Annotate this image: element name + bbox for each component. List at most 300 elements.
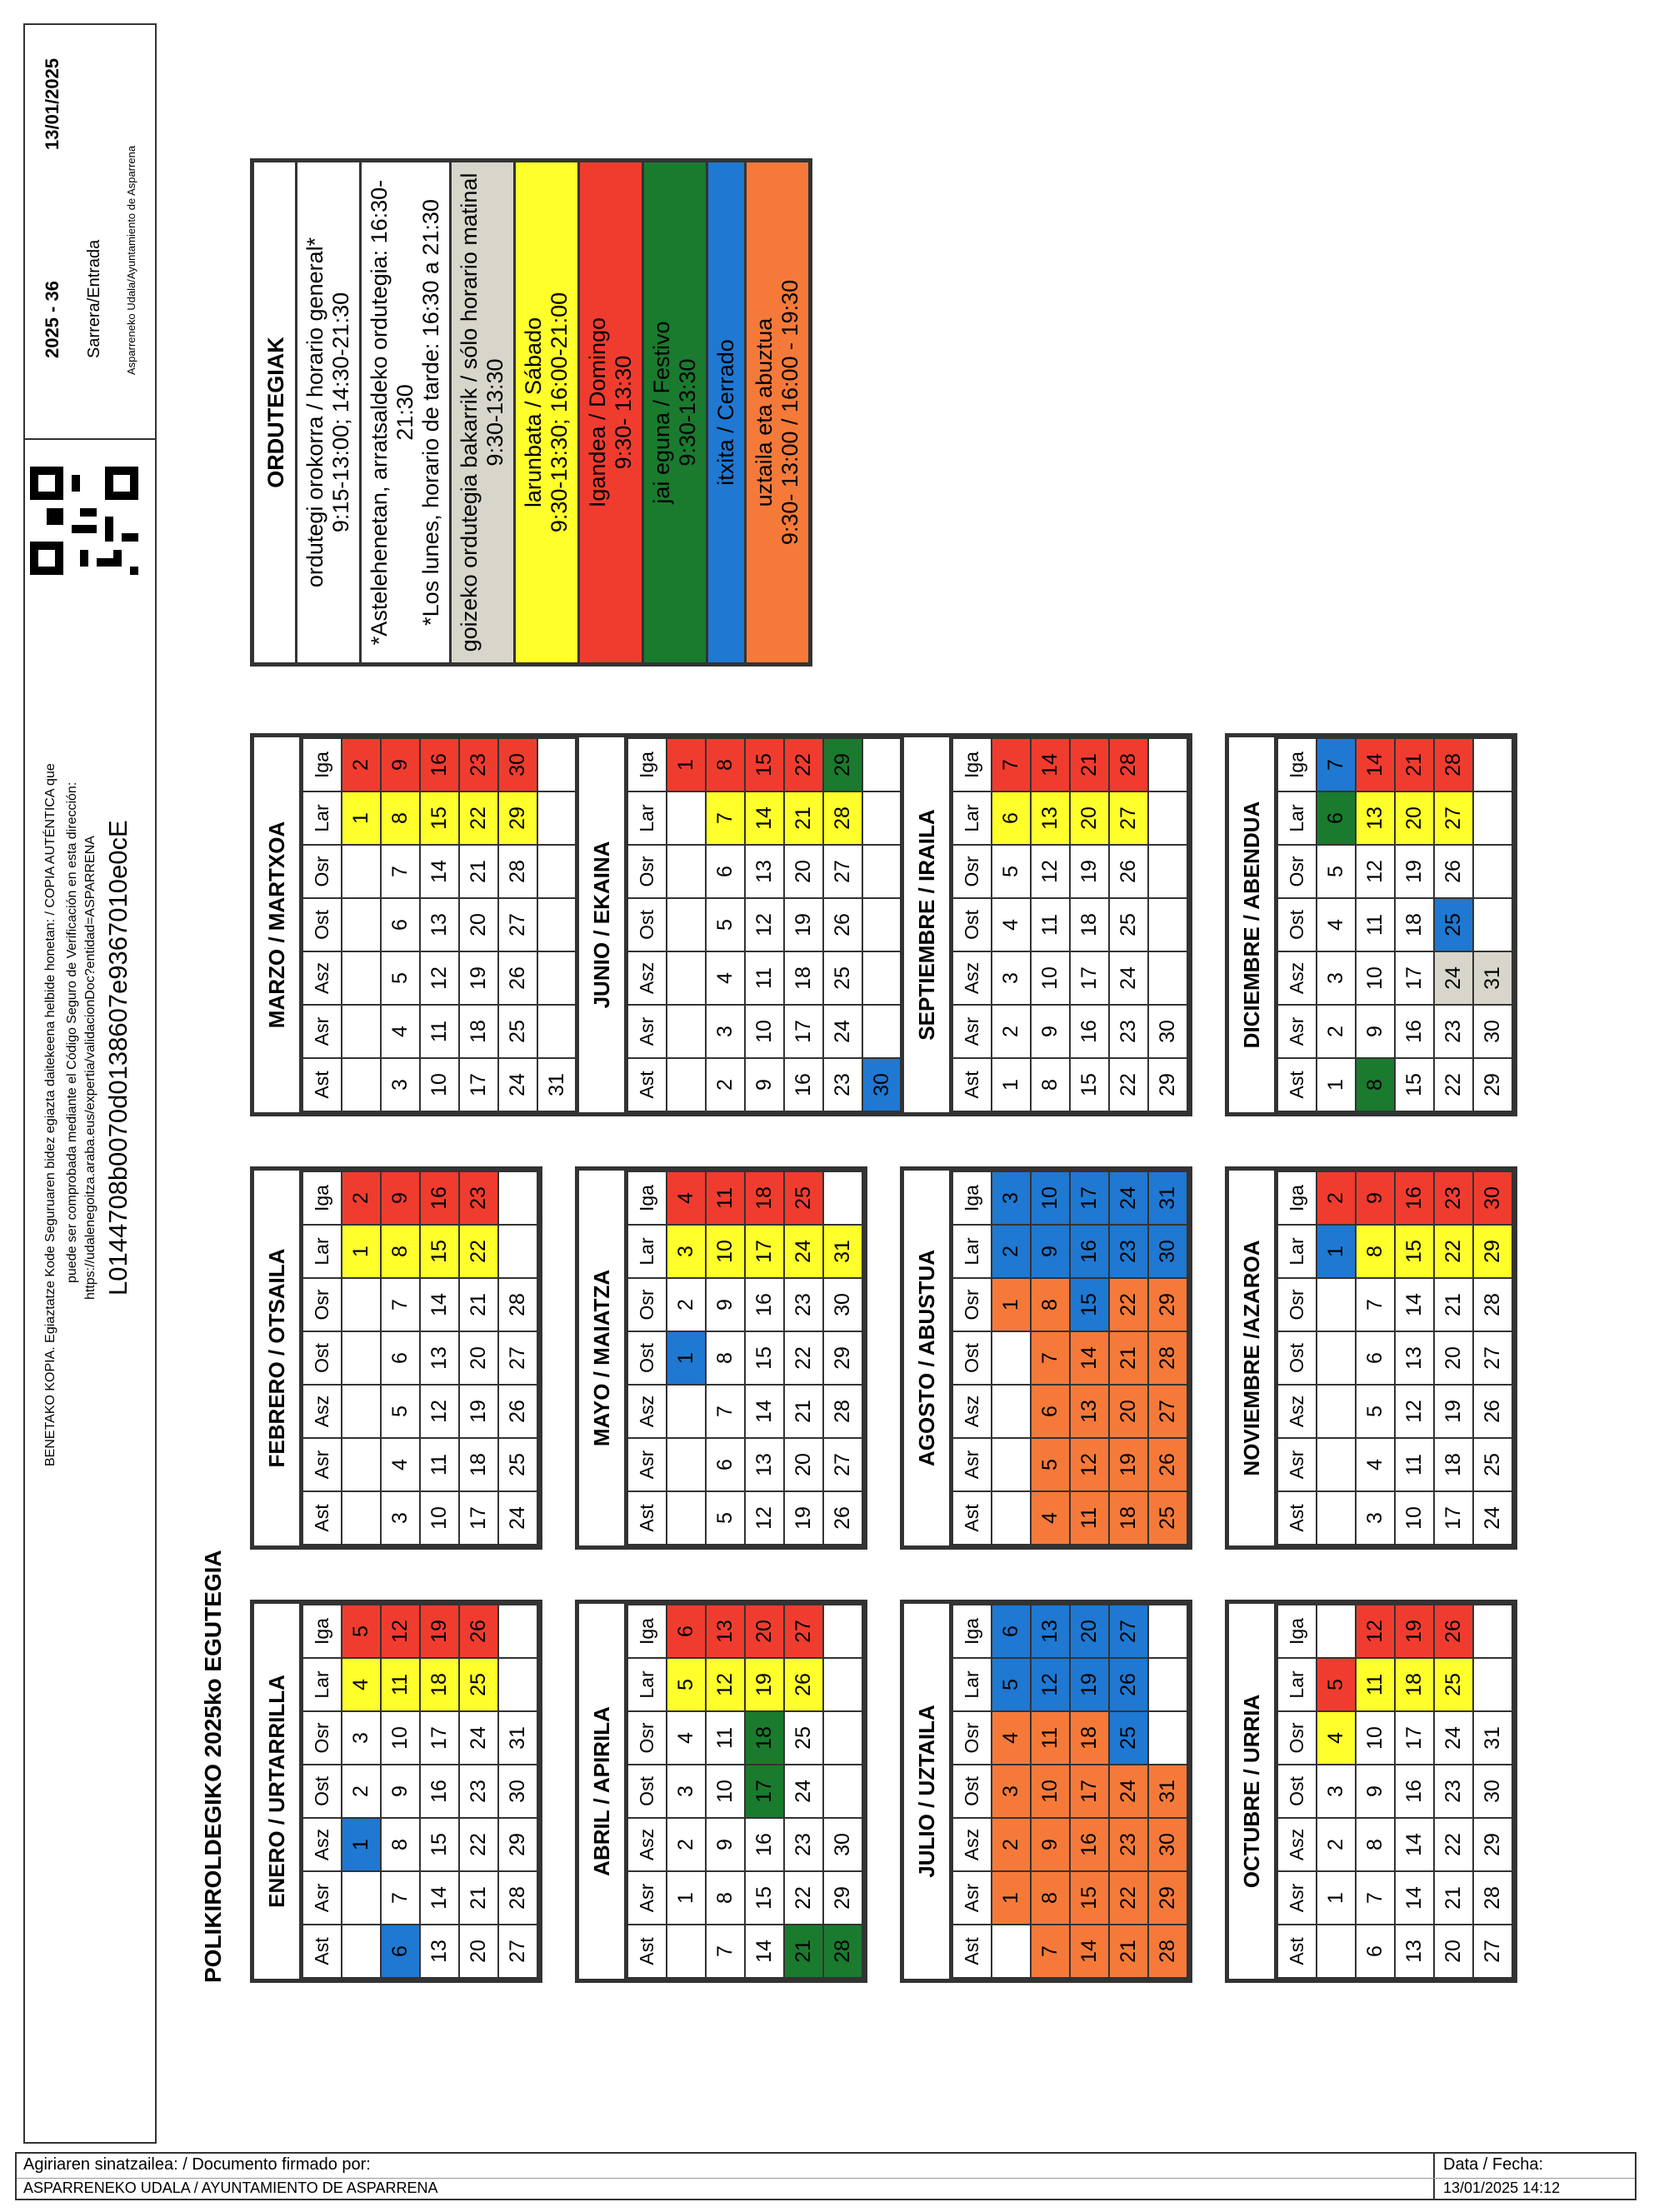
legend-hours: *Los lunes, horario de tarde: 16:30 a 21:30 xyxy=(418,199,443,626)
day-cell: 8 xyxy=(1031,1058,1070,1111)
day-cell: 4 xyxy=(1317,898,1356,951)
day-cell: 20 xyxy=(1395,791,1434,845)
day-cell: 31 xyxy=(1473,951,1512,1005)
day-cell: 25 xyxy=(459,1658,498,1711)
day-cell: 7 xyxy=(706,1925,745,1978)
weekday-header: Osr xyxy=(302,845,342,898)
day-cell: 28 xyxy=(1148,1331,1187,1385)
day-cell: 13 xyxy=(420,1925,459,1978)
weekday-header: Ost xyxy=(1277,898,1317,951)
day-cell: 3 xyxy=(667,1225,706,1278)
day-cell: 19 xyxy=(459,951,498,1005)
day-cell xyxy=(667,1058,706,1111)
day-cell: 11 xyxy=(706,1171,745,1225)
week-row xyxy=(784,738,823,1111)
weekday-header: Lar xyxy=(302,1658,342,1711)
day-cell: 23 xyxy=(784,1818,823,1871)
weekday-header: Ost xyxy=(302,1765,342,1818)
day-cell: 16 xyxy=(745,1818,784,1871)
day-cell xyxy=(667,1005,706,1058)
day-cell: 11 xyxy=(1395,1438,1434,1491)
legend-hours: 9:30-13:30; 16:00-21:00 xyxy=(547,292,572,533)
week-row xyxy=(667,1171,706,1545)
day-cell: 17 xyxy=(1434,1491,1473,1545)
legend-label: jai eguna / Festivo xyxy=(649,321,674,504)
weekday-header: Ost xyxy=(1277,1765,1317,1818)
day-cell: 27 xyxy=(498,1331,537,1385)
legend-label: Igandea / Domingo xyxy=(585,317,610,508)
day-cell: 2 xyxy=(1317,1005,1356,1058)
day-cell: 2 xyxy=(667,1818,706,1871)
day-cell: 28 xyxy=(1109,738,1148,791)
week-row xyxy=(1031,738,1070,1111)
day-cell xyxy=(992,1331,1031,1385)
month-title: DICIEMBRE / ABENDUA xyxy=(1229,737,1277,1112)
week-row xyxy=(745,738,784,1111)
day-cell: 30 xyxy=(1473,1171,1512,1225)
day-cell: 27 xyxy=(498,1925,537,1978)
day-cell: 14 xyxy=(1070,1331,1109,1385)
weekday-header: Ost xyxy=(1277,1331,1317,1385)
day-cell xyxy=(862,738,902,791)
day-cell xyxy=(1317,1605,1356,1658)
month-calendar xyxy=(900,1166,1192,1550)
weekday-header: Osr xyxy=(1277,1278,1317,1331)
day-cell: 7 xyxy=(1031,1331,1070,1385)
day-cell: 26 xyxy=(1434,1605,1473,1658)
weekday-header: Asr xyxy=(952,1871,992,1925)
month-grid xyxy=(1277,1171,1513,1545)
weekday-header: Lar xyxy=(952,791,992,845)
day-cell: 5 xyxy=(381,1385,420,1438)
day-cell: 16 xyxy=(745,1278,784,1331)
day-cell: 10 xyxy=(420,1491,459,1545)
day-cell: 16 xyxy=(1070,1005,1109,1058)
day-cell: 25 xyxy=(1434,1658,1473,1711)
weekday-header: Asr xyxy=(627,1871,667,1925)
day-cell: 8 xyxy=(381,1225,420,1278)
week-row xyxy=(381,1605,420,1978)
weekday-header: Osr xyxy=(1277,845,1317,898)
reg-number: 2025 - 36 xyxy=(42,281,62,358)
weekday-header: Ast xyxy=(952,1925,992,1978)
day-cell xyxy=(992,1491,1031,1545)
weekday-header: Iga xyxy=(627,738,667,791)
month-calendar xyxy=(250,733,582,1116)
day-cell: 3 xyxy=(992,1171,1031,1225)
day-cell: 5 xyxy=(706,1491,745,1545)
day-cell xyxy=(1148,791,1187,845)
weekday-header: Ast xyxy=(1277,1058,1317,1111)
day-cell xyxy=(342,845,381,898)
day-cell: 24 xyxy=(1473,1491,1512,1545)
day-cell: 5 xyxy=(1031,1438,1070,1491)
day-cell: 21 xyxy=(459,1278,498,1331)
day-cell: 10 xyxy=(1031,951,1070,1005)
day-cell xyxy=(537,738,577,791)
weekday-header: Ost xyxy=(627,1331,667,1385)
day-cell: 11 xyxy=(745,951,784,1005)
day-cell: 7 xyxy=(706,1385,745,1438)
day-cell: 3 xyxy=(381,1491,420,1545)
weekday-header: Iga xyxy=(302,738,342,791)
week-row xyxy=(1148,738,1187,1111)
day-cell: 1 xyxy=(992,1871,1031,1925)
weekday-header: Osr xyxy=(302,1278,342,1331)
legend-label: itxita / Cerrado xyxy=(713,339,738,486)
legend-row xyxy=(452,162,516,662)
day-cell: 8 xyxy=(1031,1278,1070,1331)
day-cell: 7 xyxy=(992,738,1031,791)
legend-label: goizeko ordutegia bakarrik / sólo horario matinal xyxy=(457,172,482,652)
day-cell: 4 xyxy=(667,1171,706,1225)
day-cell xyxy=(667,845,706,898)
day-cell: 26 xyxy=(1473,1385,1512,1438)
weekday-header: Asz xyxy=(952,1818,992,1871)
day-cell: 27 xyxy=(823,845,862,898)
day-cell: 2 xyxy=(706,1058,745,1111)
day-cell: 15 xyxy=(1070,1058,1109,1111)
day-cell: 26 xyxy=(784,1658,823,1711)
day-cell: 19 xyxy=(1070,1658,1109,1711)
week-row xyxy=(420,738,459,1111)
day-cell: 21 xyxy=(1109,1331,1148,1385)
week-row xyxy=(1473,738,1512,1111)
week-row xyxy=(1031,1171,1070,1545)
legend-row xyxy=(362,162,452,662)
month-title: AGOSTO / ABUSTUA xyxy=(904,1171,952,1545)
day-cell: 25 xyxy=(784,1711,823,1765)
day-cell xyxy=(342,1925,381,1978)
day-cell: 9 xyxy=(1031,1005,1070,1058)
day-cell: 10 xyxy=(706,1225,745,1278)
month-grid xyxy=(302,1171,538,1545)
day-cell: 18 xyxy=(1070,898,1109,951)
weekday-header: Lar xyxy=(302,1225,342,1278)
day-cell: 27 xyxy=(1109,1605,1148,1658)
day-cell: 16 xyxy=(420,1171,459,1225)
day-cell: 13 xyxy=(1356,791,1395,845)
day-cell: 12 xyxy=(420,1385,459,1438)
week-row xyxy=(1473,1171,1512,1545)
day-cell: 6 xyxy=(1317,791,1356,845)
day-cell: 1 xyxy=(342,1225,381,1278)
day-cell: 12 xyxy=(1395,1385,1434,1438)
month-grid xyxy=(1277,1604,1513,1979)
day-cell xyxy=(1473,738,1512,791)
day-cell: 9 xyxy=(381,1765,420,1818)
week-row xyxy=(1434,1171,1473,1545)
weekday-header: Asr xyxy=(627,1438,667,1491)
weekday-header: Iga xyxy=(952,1171,992,1225)
day-cell: 14 xyxy=(745,791,784,845)
week-row xyxy=(1031,1605,1070,1978)
day-cell xyxy=(342,1331,381,1385)
day-cell: 1 xyxy=(667,1331,706,1385)
day-cell: 6 xyxy=(381,1331,420,1385)
day-cell xyxy=(342,1005,381,1058)
month-grid xyxy=(952,1171,1188,1545)
day-cell: 14 xyxy=(745,1385,784,1438)
day-cell: 14 xyxy=(1356,738,1395,791)
weekday-header: Asr xyxy=(1277,1871,1317,1925)
weekday-header: Ost xyxy=(952,1765,992,1818)
day-cell: 23 xyxy=(459,1171,498,1225)
day-cell: 28 xyxy=(1148,1925,1187,1978)
month-title: JULIO / UZTAILA xyxy=(904,1604,952,1979)
day-cell: 24 xyxy=(1109,951,1148,1005)
day-cell: 28 xyxy=(1473,1871,1512,1925)
week-row xyxy=(992,1605,1031,1978)
day-cell: 26 xyxy=(1109,1658,1148,1711)
day-cell: 14 xyxy=(1395,1818,1434,1871)
day-cell: 4 xyxy=(381,1005,420,1058)
day-cell xyxy=(1317,1491,1356,1545)
day-cell: 8 xyxy=(1356,1818,1395,1871)
day-cell: 27 xyxy=(498,898,537,951)
month-grid xyxy=(952,1604,1188,1979)
week-row xyxy=(1395,1171,1434,1545)
day-cell: 15 xyxy=(745,738,784,791)
day-cell: 27 xyxy=(1109,791,1148,845)
week-row xyxy=(745,1605,784,1978)
day-cell: 31 xyxy=(1473,1711,1512,1765)
weekday-header: Asr xyxy=(627,1005,667,1058)
day-cell: 2 xyxy=(1317,1171,1356,1225)
day-cell: 15 xyxy=(1070,1278,1109,1331)
day-cell: 6 xyxy=(381,1925,420,1978)
day-cell: 23 xyxy=(1109,1225,1148,1278)
day-cell: 30 xyxy=(498,738,537,791)
day-cell: 8 xyxy=(1356,1058,1395,1111)
weekday-header: Ost xyxy=(627,1765,667,1818)
day-cell: 26 xyxy=(498,1385,537,1438)
day-cell: 9 xyxy=(381,1171,420,1225)
day-cell: 11 xyxy=(1031,898,1070,951)
day-cell: 23 xyxy=(1434,1005,1473,1058)
legend-row xyxy=(516,162,580,662)
day-cell xyxy=(1148,845,1187,898)
day-cell: 20 xyxy=(459,898,498,951)
legend-rows xyxy=(297,162,808,662)
weekday-header: Iga xyxy=(627,1605,667,1658)
weekday-header: Asz xyxy=(302,951,342,1005)
month-grid xyxy=(1277,737,1513,1112)
day-cell: 26 xyxy=(1148,1438,1187,1491)
week-row xyxy=(1317,1605,1356,1978)
day-cell: 29 xyxy=(1473,1818,1512,1871)
weekday-header: Lar xyxy=(627,791,667,845)
day-cell xyxy=(823,1711,862,1765)
day-cell: 21 xyxy=(1109,1925,1148,1978)
day-cell: 27 xyxy=(1148,1385,1187,1438)
weekday-header: Ost xyxy=(952,1331,992,1385)
day-cell: 9 xyxy=(1356,1171,1395,1225)
day-cell: 5 xyxy=(992,845,1031,898)
day-cell: 7 xyxy=(381,1871,420,1925)
legend-row xyxy=(580,162,644,662)
day-cell: 14 xyxy=(420,1278,459,1331)
day-cell: 15 xyxy=(1070,1871,1109,1925)
legend-hours: 9:30-13:30 xyxy=(482,358,507,467)
week-row xyxy=(1356,1171,1395,1545)
day-cell: 22 xyxy=(784,738,823,791)
weekday-header: Asz xyxy=(627,1818,667,1871)
day-cell: 25 xyxy=(498,1438,537,1491)
week-row xyxy=(1109,738,1148,1111)
day-cell: 2 xyxy=(992,1005,1031,1058)
day-cell: 10 xyxy=(1356,951,1395,1005)
day-cell xyxy=(667,898,706,951)
week-row xyxy=(459,1171,498,1545)
day-cell xyxy=(862,898,902,951)
week-row xyxy=(1395,1605,1434,1978)
day-cell: 27 xyxy=(1434,791,1473,845)
week-row xyxy=(1395,738,1434,1111)
weekday-header: Ast xyxy=(1277,1491,1317,1545)
day-cell: 6 xyxy=(992,791,1031,845)
day-cell xyxy=(537,791,577,845)
weekday-header: Lar xyxy=(952,1225,992,1278)
day-cell: 28 xyxy=(823,1925,862,1978)
day-cell: 16 xyxy=(420,738,459,791)
day-cell: 4 xyxy=(1031,1491,1070,1545)
day-cell: 12 xyxy=(745,898,784,951)
day-cell: 8 xyxy=(381,1818,420,1871)
day-cell: 20 xyxy=(459,1331,498,1385)
day-cell: 17 xyxy=(745,1765,784,1818)
weekday-header: Osr xyxy=(302,1711,342,1765)
day-cell xyxy=(1148,1711,1187,1765)
day-cell: 4 xyxy=(381,1438,420,1491)
weekday-header: Osr xyxy=(627,845,667,898)
day-cell: 27 xyxy=(1473,1331,1512,1385)
day-cell: 25 xyxy=(1434,898,1473,951)
day-cell: 31 xyxy=(537,1058,577,1111)
day-cell: 25 xyxy=(1109,898,1148,951)
day-cell: 15 xyxy=(420,1225,459,1278)
day-cell: 23 xyxy=(823,1058,862,1111)
week-row xyxy=(992,1171,1031,1545)
day-cell: 11 xyxy=(1356,898,1395,951)
month-title: ENERO / URTARRILLA xyxy=(254,1604,302,1979)
day-cell: 11 xyxy=(420,1005,459,1058)
day-cell: 19 xyxy=(745,1658,784,1711)
day-cell: 28 xyxy=(498,845,537,898)
legend-label: larunbata / Sábado xyxy=(521,317,546,508)
day-cell: 13 xyxy=(1031,791,1070,845)
day-cell: 13 xyxy=(1395,1925,1434,1978)
weekday-header: Asz xyxy=(952,951,992,1005)
week-row xyxy=(1148,1605,1187,1978)
weekday-header: Asr xyxy=(1277,1005,1317,1058)
day-cell: 24 xyxy=(498,1058,537,1111)
weekday-header: Asr xyxy=(302,1871,342,1925)
day-cell: 21 xyxy=(1395,738,1434,791)
weekday-header: Iga xyxy=(1277,738,1317,791)
day-cell: 30 xyxy=(823,1818,862,1871)
day-cell: 24 xyxy=(459,1711,498,1765)
day-cell: 3 xyxy=(667,1765,706,1818)
day-cell: 21 xyxy=(784,1925,823,1978)
day-cell: 14 xyxy=(745,1925,784,1978)
day-cell: 14 xyxy=(1070,1925,1109,1978)
day-cell: 17 xyxy=(459,1058,498,1111)
day-cell xyxy=(1473,1658,1512,1711)
week-row xyxy=(1473,1605,1512,1978)
weekday-header: Asz xyxy=(1277,1385,1317,1438)
day-cell: 11 xyxy=(381,1658,420,1711)
day-cell: 31 xyxy=(823,1225,862,1278)
date-label: Data / Fecha: xyxy=(1443,2155,1544,2174)
day-cell: 11 xyxy=(1356,1658,1395,1711)
calendar-title: POLIKIROLDEGIKO 2025ko EGUTEGIA xyxy=(200,1550,226,1983)
day-cell xyxy=(1317,1331,1356,1385)
week-row xyxy=(1356,1605,1395,1978)
day-cell: 30 xyxy=(498,1765,537,1818)
day-cell: 5 xyxy=(342,1605,381,1658)
day-cell: 1 xyxy=(1317,1871,1356,1925)
day-cell: 22 xyxy=(1109,1871,1148,1925)
day-cell: 4 xyxy=(992,1711,1031,1765)
week-row xyxy=(1317,1171,1356,1545)
day-cell: 23 xyxy=(1109,1005,1148,1058)
day-cell: 25 xyxy=(823,951,862,1005)
day-cell: 14 xyxy=(420,845,459,898)
weekday-header: Ost xyxy=(302,1331,342,1385)
weekday-header: Lar xyxy=(1277,1658,1317,1711)
day-cell: 8 xyxy=(706,1871,745,1925)
day-cell: 11 xyxy=(420,1438,459,1491)
month-calendar xyxy=(575,1166,867,1550)
day-cell: 20 xyxy=(745,1605,784,1658)
day-cell: 13 xyxy=(745,1438,784,1491)
week-row xyxy=(1317,738,1356,1111)
day-cell: 29 xyxy=(823,738,862,791)
day-cell: 26 xyxy=(1434,845,1473,898)
day-cell: 20 xyxy=(784,845,823,898)
legend-title: ORDUTEGIAK xyxy=(254,162,297,662)
day-cell: 24 xyxy=(1109,1765,1148,1818)
calendar-stage xyxy=(200,172,1517,1983)
day-cell: 1 xyxy=(667,738,706,791)
day-cell: 5 xyxy=(667,1658,706,1711)
week-row xyxy=(823,738,862,1111)
day-cell: 29 xyxy=(498,1818,537,1871)
week-row xyxy=(537,738,577,1111)
weekday-header: Ast xyxy=(627,1925,667,1978)
legend-row xyxy=(747,162,808,662)
weekday-header: Asz xyxy=(1277,1818,1317,1871)
month-title: SEPTIEMBRE / IRAILA xyxy=(904,737,952,1112)
month-grid xyxy=(302,1604,538,1979)
day-cell: 30 xyxy=(862,1058,902,1111)
day-cell: 25 xyxy=(1109,1711,1148,1765)
month-calendar xyxy=(900,1600,1192,1983)
month-title: ABRIL / APIRILA xyxy=(579,1604,627,1979)
day-cell: 17 xyxy=(459,1491,498,1545)
day-cell: 10 xyxy=(1031,1171,1070,1225)
day-cell: 6 xyxy=(992,1605,1031,1658)
day-cell: 19 xyxy=(459,1385,498,1438)
day-cell: 12 xyxy=(1356,845,1395,898)
day-cell: 20 xyxy=(1434,1331,1473,1385)
weekday-header: Ast xyxy=(952,1058,992,1111)
day-cell: 2 xyxy=(342,1171,381,1225)
day-cell: 5 xyxy=(1356,1385,1395,1438)
day-cell: 24 xyxy=(1434,951,1473,1005)
day-cell: 16 xyxy=(420,1765,459,1818)
